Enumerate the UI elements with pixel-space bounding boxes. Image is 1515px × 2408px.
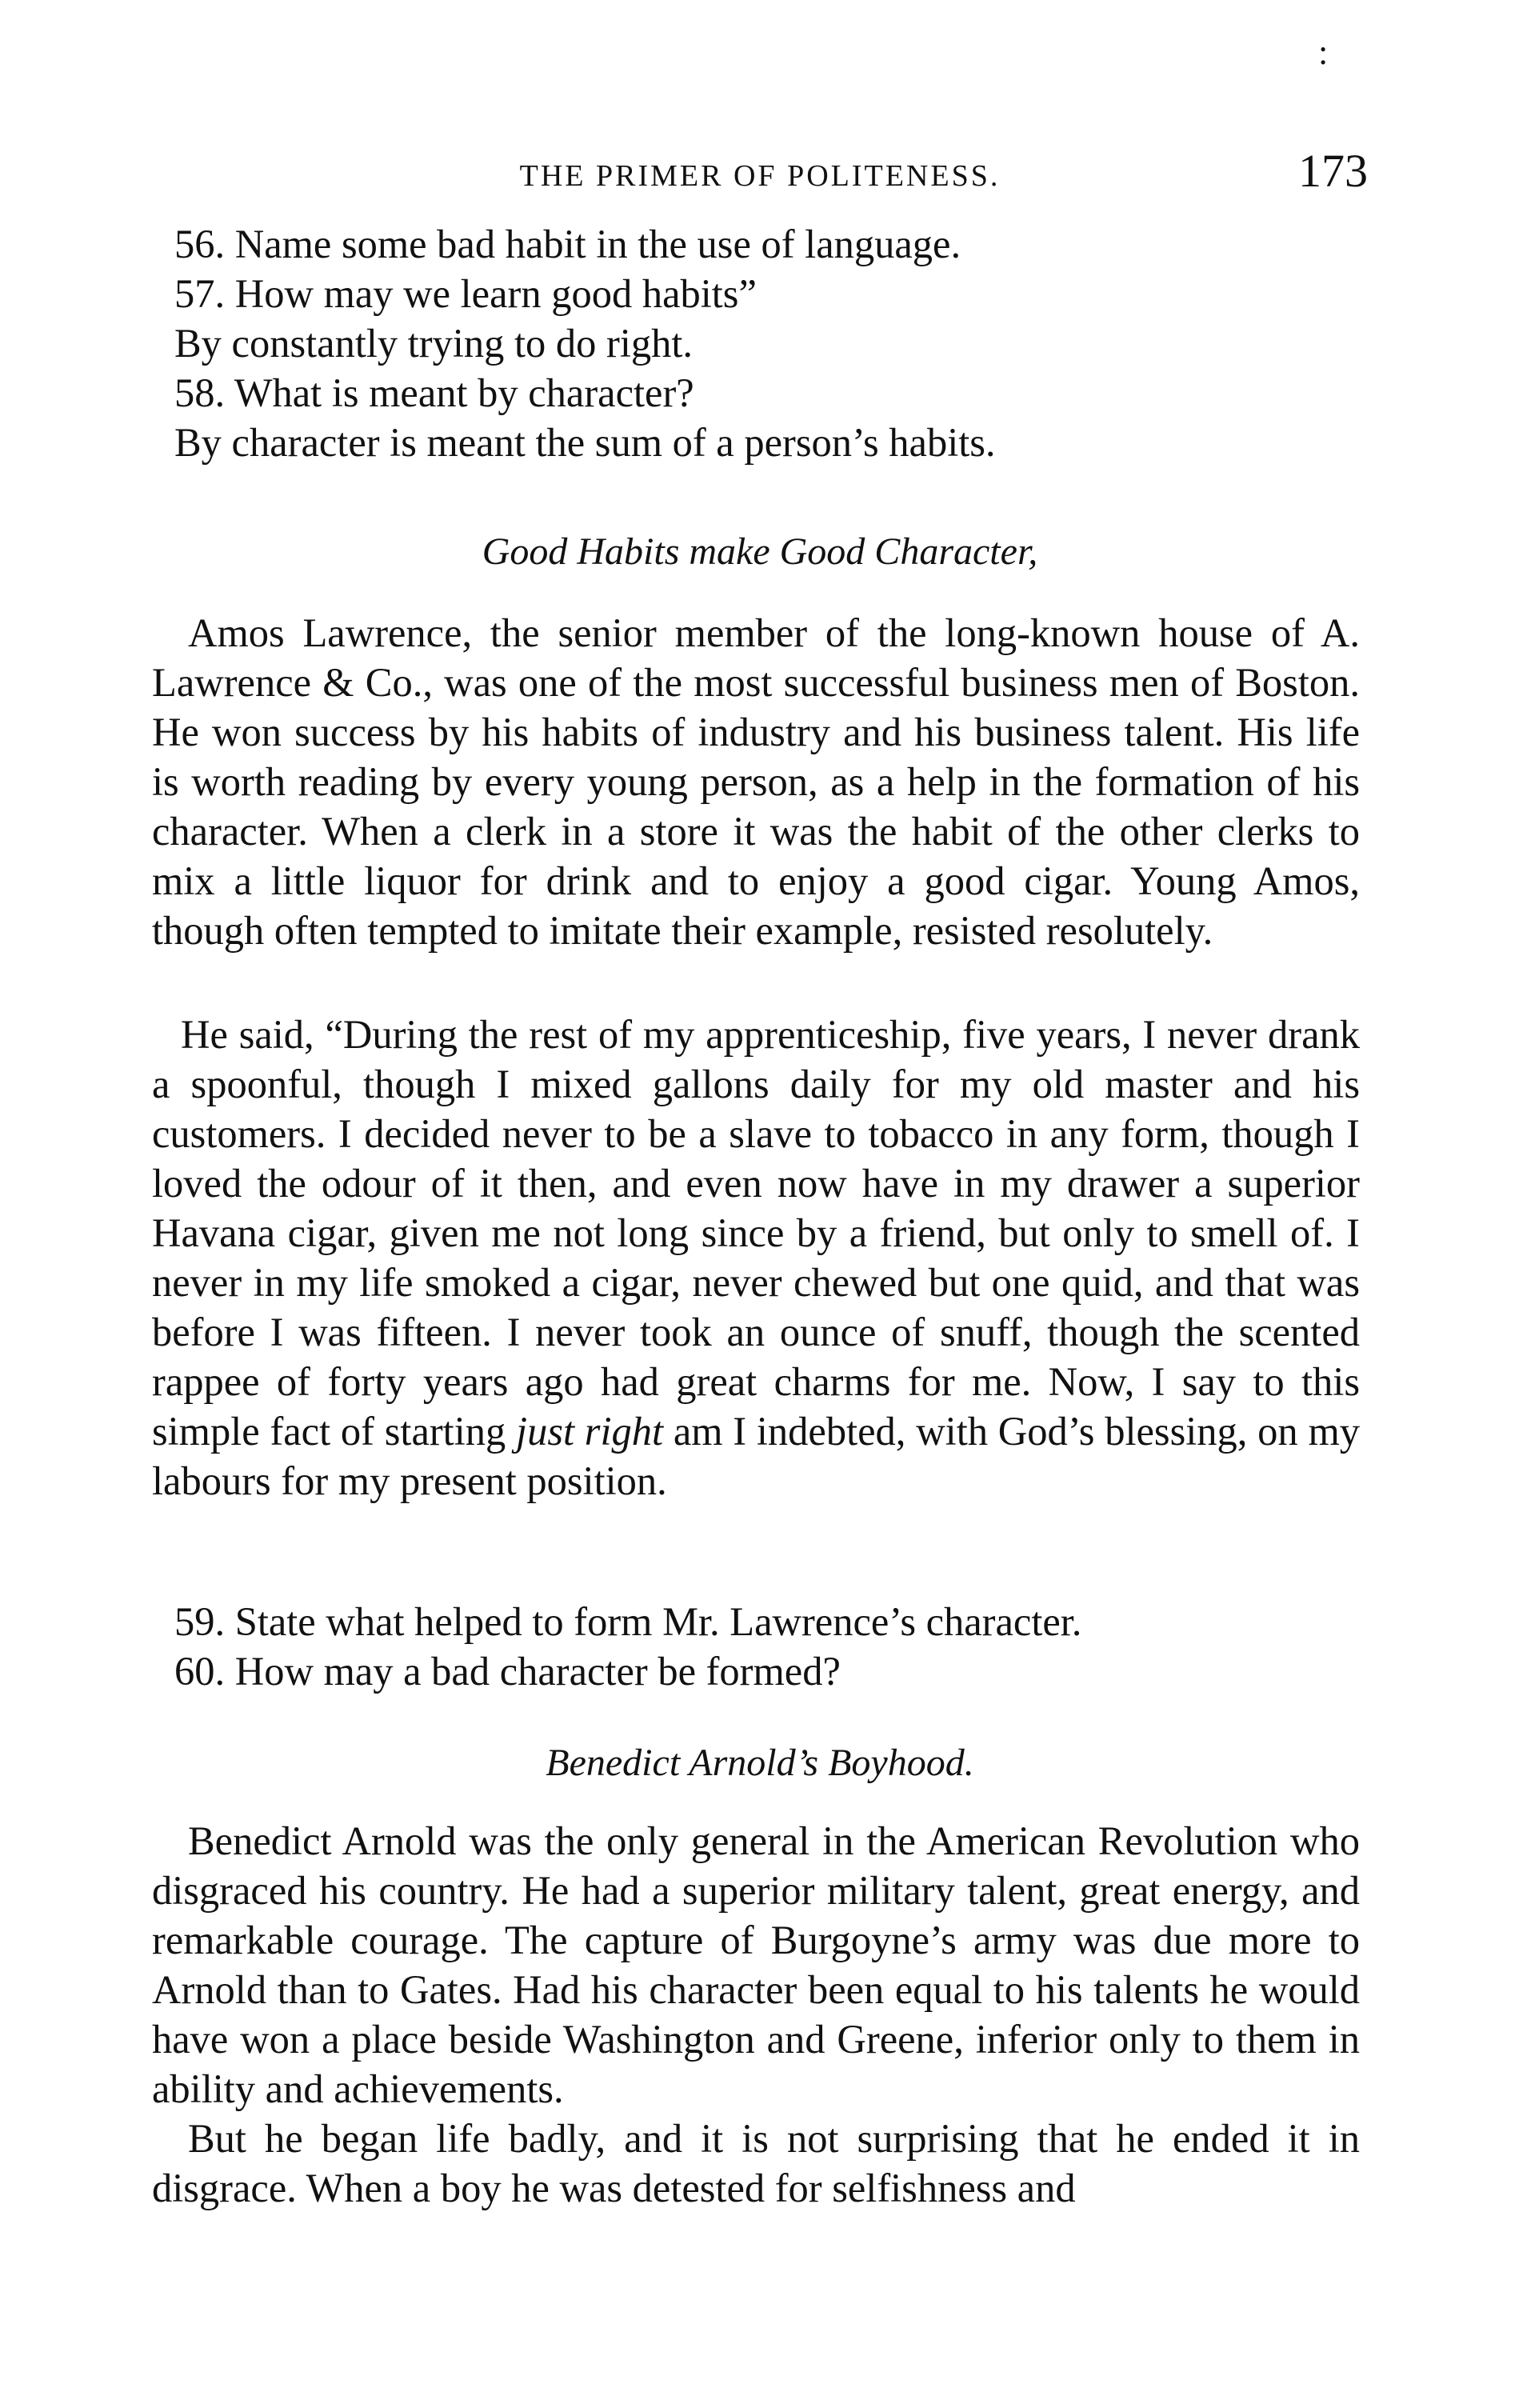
- quote-text-after: am I indebted, with God’s blessing, on my labours for my present position.: [152, 1409, 1360, 1503]
- answer-57: By constantly trying to do right.: [174, 321, 694, 366]
- page-corner-mark: :: [1318, 33, 1329, 72]
- paragraph-text: But he began life badly, and it is not surprising that he ended it in disgrace. When a boy he was detested for selfishness and: [152, 2116, 1360, 2210]
- paragraph-text: Amos Lawrence, the senior member of the long-known house of A. Lawrence & Co., was one of the most successful business men of Boston. He won success by his habits of industry and his business talent. His life is worth reading by every young person, as a help in the formation of his character. When a clerk in a store it was the habit of the other clerks to mix a little liquor for drink and to enjoy a good cigar. Young Amos, though often tempted to imitate their example, resisted resolutely.: [152, 610, 1360, 953]
- answer-58: By character is meant the sum of a person’s habits.: [174, 420, 996, 465]
- question-59: 59. State what helped to form Mr. Lawrence’s character.: [174, 1599, 1082, 1644]
- paragraph-text: Benedict Arnold was the only general in the American Revolution who disgraced his country. He had a superior military talent, great energy, and remarkable courage. The capture of Burgoyne’s army was due more to Arnold than to Gates. Had his character been equal to his talents he would have won a place beside Washington and Greene, inferior only to them in ability and achievements.: [152, 1818, 1360, 2111]
- questions-middle: [174, 1597, 1081, 1696]
- paragraph-amos-lawrence-quote: [152, 1010, 1360, 1506]
- section-heading-good-habits: Good Habits make Good Character,: [482, 530, 1038, 573]
- question-58: 58. What is meant by character?: [174, 370, 694, 415]
- running-head: [152, 144, 1368, 208]
- section-heading-benedict-arnold: Benedict Arnold’s Boyhood.: [546, 1742, 974, 1784]
- paragraph-benedict-arnold-boyhood: [152, 2114, 1360, 2213]
- questions-top: [174, 219, 996, 467]
- question-57: 57. How may we learn good habits”: [174, 271, 757, 316]
- question-56: 56. Name some bad habit in the use of language.: [174, 222, 961, 266]
- page-number: 173: [1298, 145, 1368, 197]
- quote-emphasis: just right: [516, 1409, 664, 1454]
- running-title: THE PRIMER OF POLITENESS.: [519, 159, 1001, 193]
- question-60: 60. How may a bad character be formed?: [174, 1649, 841, 1694]
- quote-text-before: He said, “During the rest of my apprenticeship, five years, I never drank a spoonful, though I mixed gallons daily for my old master and his customers. I decided never to be a slave to tobacco in any form, though I loved the odour of it then, and even now have in my drawer a superior Havana cigar, given me not long since by a friend, but only to smell of. I never in my life smoked a cigar, never chewed but one quid, and that was before I was fifteen. I never took an ounce of snuff, though the scented rappee of forty years ago had great charms for me. Now, I say to this simple fact of starting: [152, 1012, 1360, 1454]
- paragraph-benedict-arnold-intro: [152, 1816, 1360, 2114]
- paragraph-amos-lawrence-intro: [152, 608, 1360, 955]
